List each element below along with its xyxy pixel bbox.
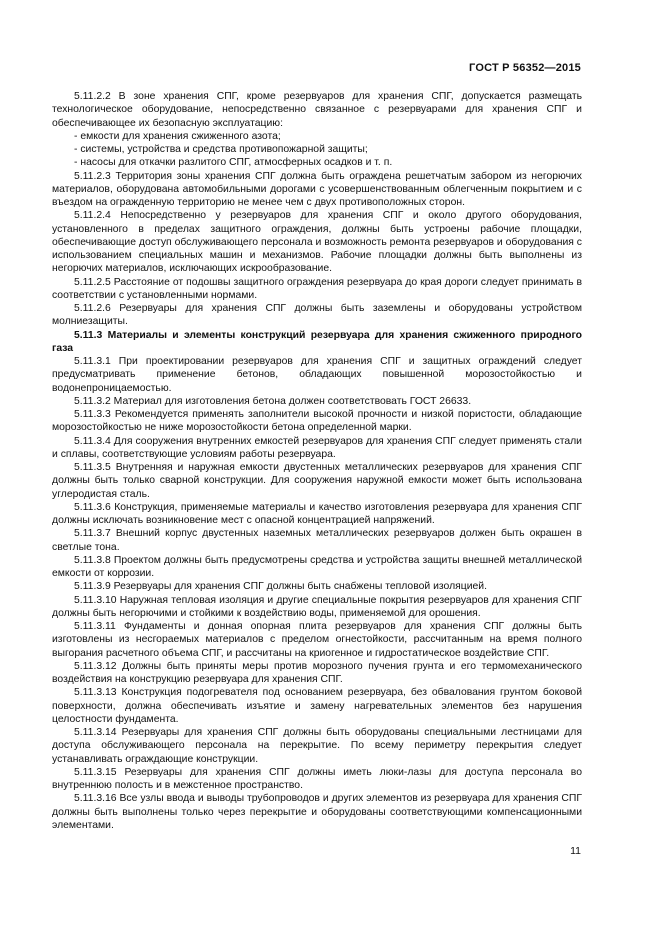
list-item: - системы, устройства и средства противопожарной защиты;	[74, 144, 368, 155]
list-item: - емкости для хранения сжиженного азота;	[74, 130, 281, 142]
paragraph-5-11-3-10: 5.11.3.10 Наружная тепловая изоляция и другие специальные покрытия резервуаров для хранения СПГ должны быть негорючими и стойкими к воздействию воды, применяемой для орошения.	[52, 594, 582, 619]
paragraph-5-11-3-1: 5.11.3.1 При проектировании резервуаров для хранения СПГ и защитных ограждений следует предусматривать применение бетонов, обладающих повышенной морозостойкостью и водонепроницаемостью.	[52, 356, 582, 394]
paragraph-5-11-2-6: 5.11.2.6 Резервуары для хранения СПГ должны быть заземлены и оборудованы устройством молниезащиты.	[52, 303, 582, 328]
paragraph-5-11-2-5: 5.11.2.5 Расстояние от подошвы защитного ограждения резервуара до края дороги следует принимать в соответствии с установленными нормами.	[52, 276, 582, 301]
paragraph-5-11-3-15: 5.11.3.15 Резервуары для хранения СПГ должны иметь люки-лазы для доступа персонала во внутреннюю полость и в межстенное пространство.	[52, 766, 582, 791]
paragraph-5-11-2-2: 5.11.2.2 В зоне хранения СПГ, кроме резервуаров для хранения СПГ, допускается размещать технологическое оборудование, непосредственно связанное с резервуарами для хранения СПГ и обеспечивающее их безопасную эксплуатацию:	[52, 91, 582, 129]
standard-header: ГОСТ Р 56352—2015	[469, 62, 581, 74]
page-number: 11	[570, 845, 581, 857]
paragraph-5-11-3-8: 5.11.3.8 Проектом должны быть предусмотрены средства и устройства защиты внешней металлической емкости от коррозии.	[52, 554, 582, 579]
document-body	[52, 90, 582, 832]
paragraph-5-11-3-11: 5.11.3.11 Фундаменты и донная опорная плита резервуаров для хранения СПГ должны быть изготовлены из несгораемых материалов с пределом огнестойкости, рассчитанным на время полного выгорания расчетного объема СПГ, и рассчитаны на криогенное и гидростатическое воздействие СПГ.	[52, 621, 582, 659]
paragraph-5-11-3-14: 5.11.3.14 Резервуары для хранения СПГ должны быть оборудованы специальными лестницами для доступа обслуживающего персонала на перекрытие. По всему периметру перекрытия следует устанавливать ограждающие конструкции.	[52, 727, 582, 765]
paragraph-5-11-3-12: 5.11.3.12 Должны быть приняты меры против морозного пучения грунта и его термомеханического воздействия на конструкцию резервуара для хранения СПГ.	[52, 660, 582, 685]
paragraph-5-11-2-3: 5.11.2.3 Территория зоны хранения СПГ должна быть ограждена решетчатым забором из негорючих материалов, оборудована автомобильными дорогами с усовершенствованным облегченным покрытием и с въездом на огражденную территорию не менее чем с двух противоположных сторон.	[52, 170, 582, 208]
paragraph-5-11-3-16: 5.11.3.16 Все узлы ввода и выводы трубопроводов и других элементов из резервуара для хранения СПГ должны быть выполнены только через перекрытие и оборудованы соответствующими компенсационными элементами.	[52, 793, 582, 831]
section-heading-5-11-3: 5.11.3 Материалы и элементы конструкций резервуара для хранения сжиженного природного газа	[52, 329, 582, 354]
paragraph-5-11-2-4: 5.11.2.4 Непосредственно у резервуаров для хранения СПГ и около другого оборудования, установленного в пределах защитного ограждения, должны быть устроены рабочие площадки, обеспечивающие доступ обслуживающего персонала и возможность ремонта резервуаров и оборудования с использованием специальных машин и механизмов. Рабочие площадки должны быть выполнены из негорючих материалов, исключающих искрообразование.	[52, 210, 582, 275]
paragraph-5-11-3-2: 5.11.3.2 Материал для изготовления бетона должен соответствовать ГОСТ 26633.	[74, 395, 472, 407]
paragraph-5-11-3-6: 5.11.3.6 Конструкция, применяемые материалы и качество изготовления резервуара для хранения СПГ должны исключать возникновение мест с опасной концентрацией напряжений.	[52, 501, 582, 526]
paragraph-5-11-3-9: 5.11.3.9 Резервуары для хранения СПГ должны быть снабжены тепловой изоляцией.	[74, 581, 487, 593]
paragraph-5-11-3-5: 5.11.3.5 Внутренняя и наружная емкости двустенных металлических резервуаров для хранения СПГ должны быть только сварной конструкции. Для сооружения наружной емкости может быть использована углеродистая сталь.	[52, 462, 582, 500]
paragraph-5-11-3-7: 5.11.3.7 Внешний корпус двустенных наземных металлических резервуаров должен быть окрашен в светлые тона.	[52, 528, 582, 553]
paragraph-5-11-3-13: 5.11.3.13 Конструкция подогревателя под основанием резервуара, без обвалования грунтом боковой поверхности, должна обеспечивать изъятие и замену нагревательных элементов без нарушения целостности фундамента.	[52, 687, 582, 725]
list-item: - насосы для откачки разлитого СПГ, атмосферных осадков и т. п.	[74, 157, 393, 169]
paragraph-5-11-3-4: 5.11.3.4 Для сооружения внутренних емкостей резервуаров для хранения СПГ следует применять стали и сплавы, соответствующие условиям работы резервуара.	[52, 435, 582, 460]
paragraph-5-11-3-3: 5.11.3.3 Рекомендуется применять заполнители высокой прочности и низкой пористости, обладающие морозостойкостью не ниже морозостойкости бетона определенной марки.	[52, 409, 582, 434]
